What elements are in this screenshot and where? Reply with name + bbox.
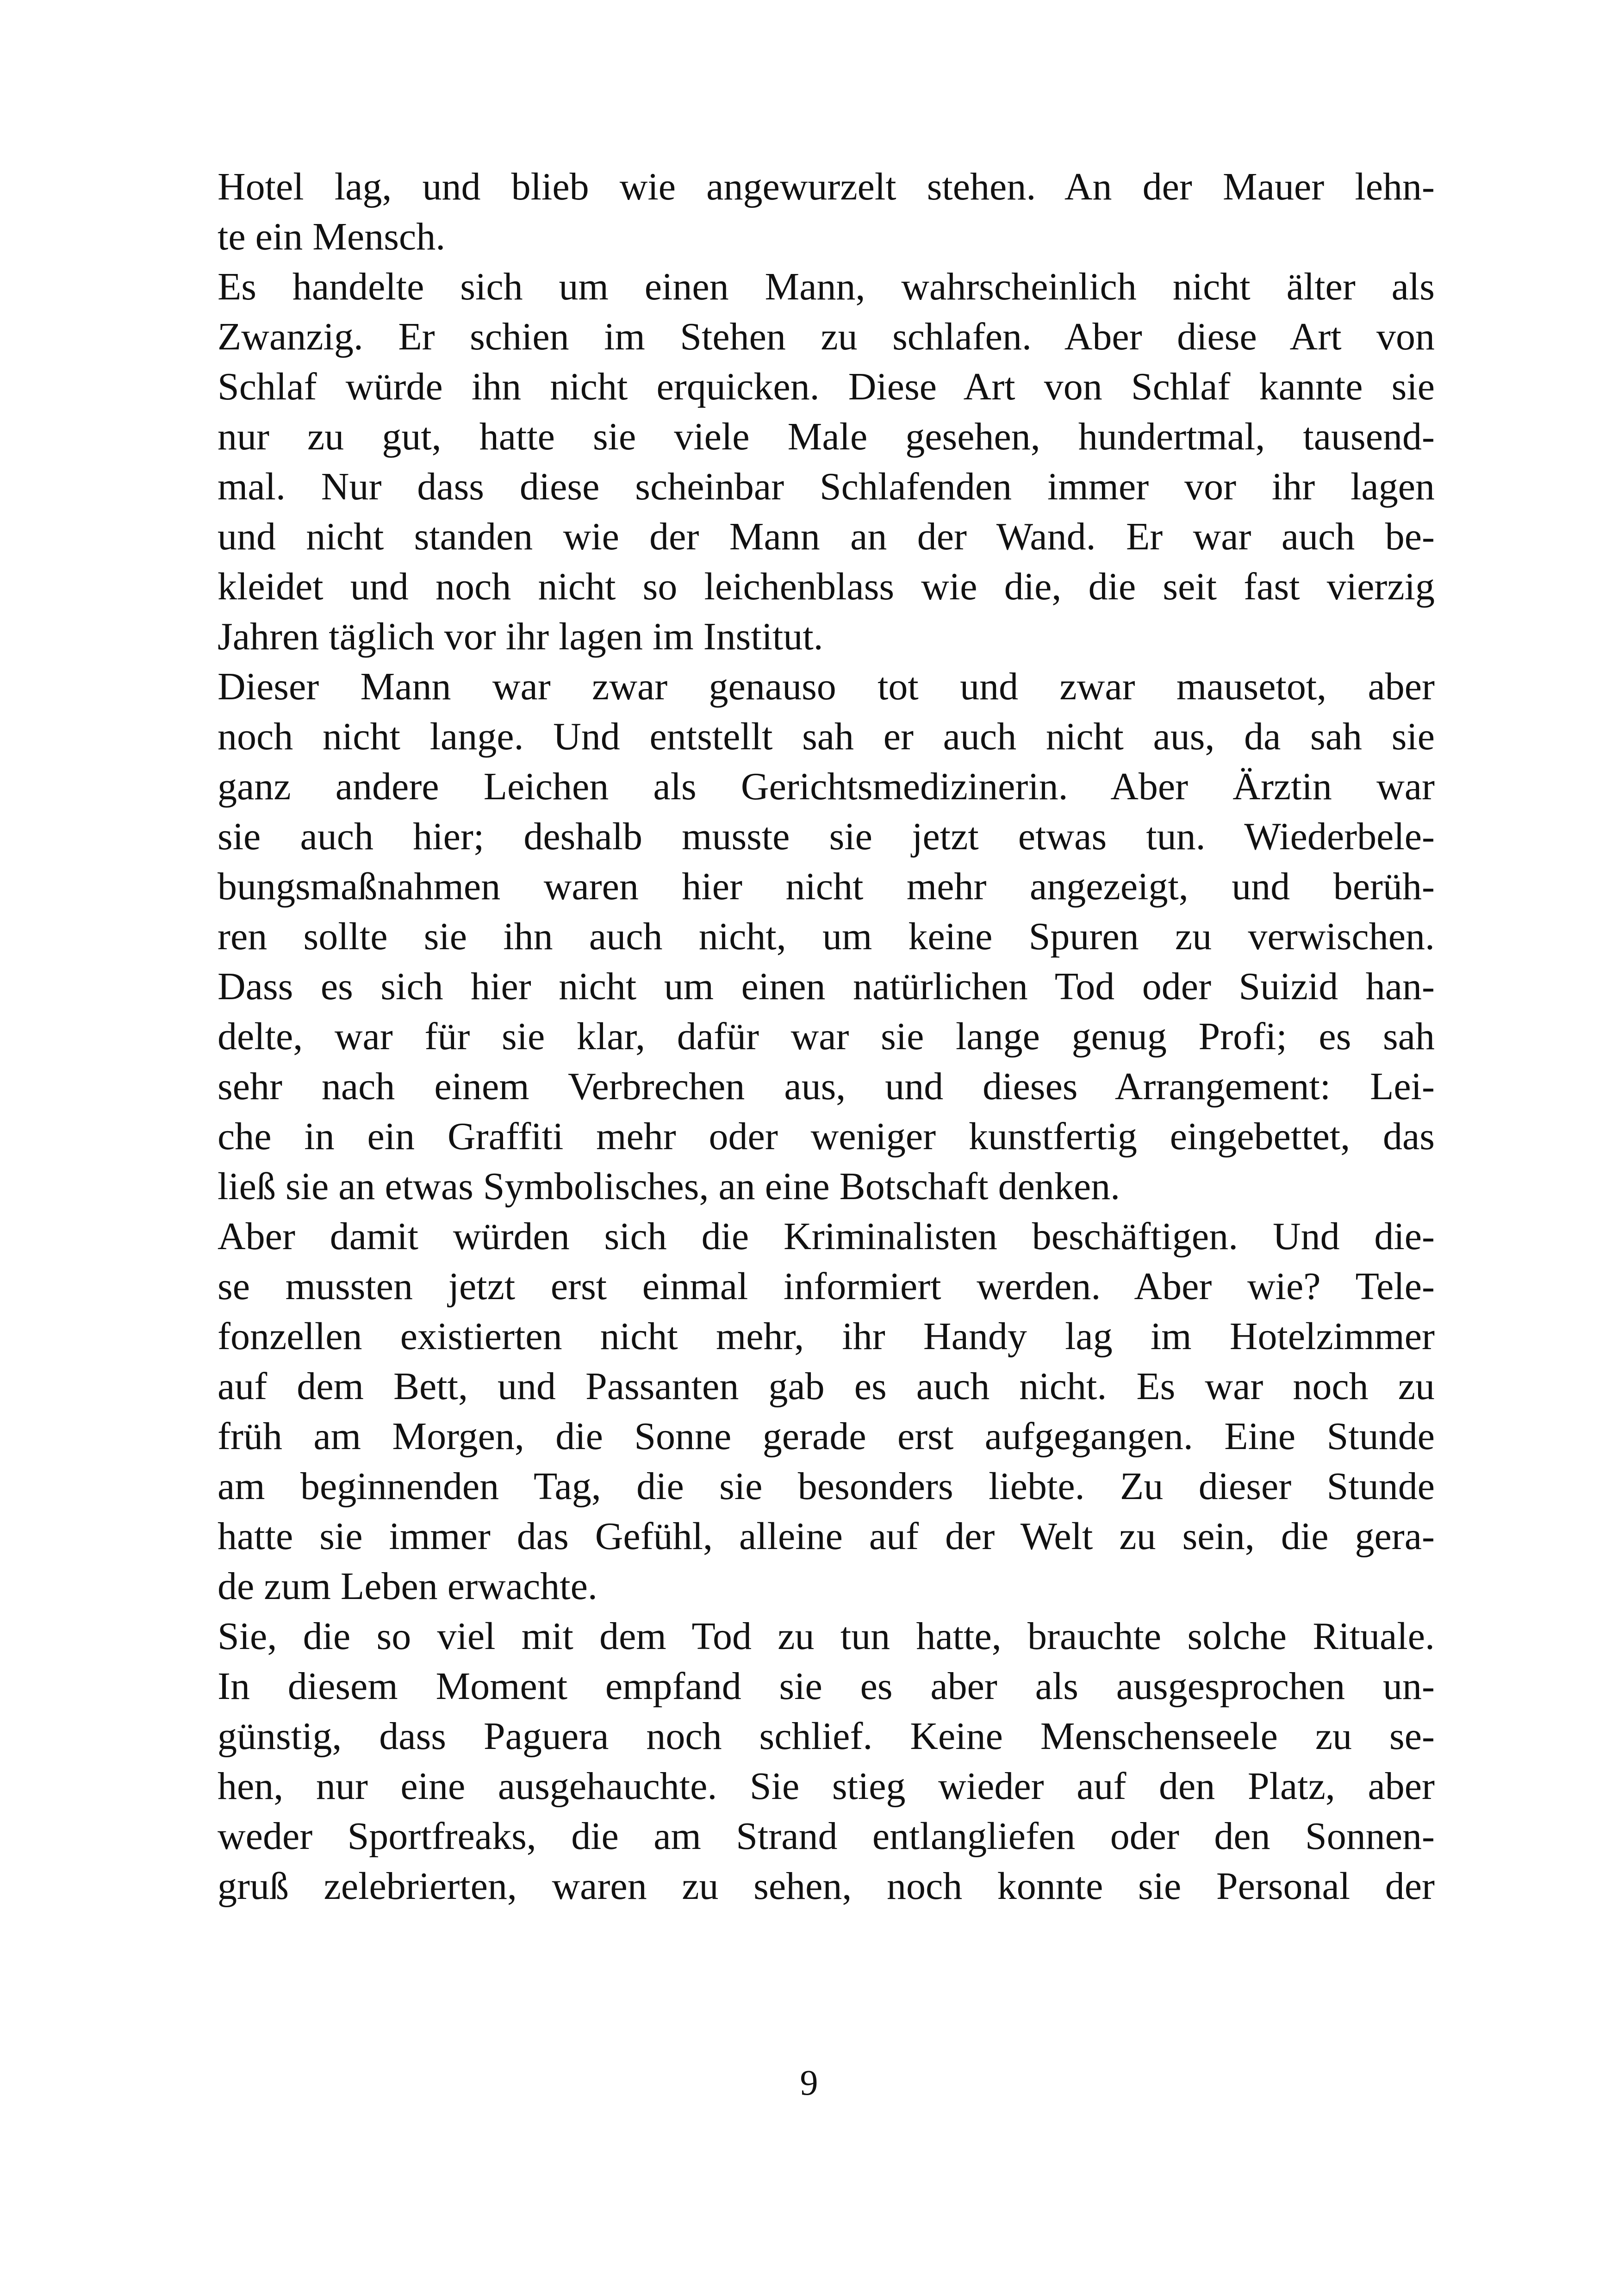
- paragraph-3: [218, 662, 1435, 1212]
- text-line: und nicht standen wie der Mann an der Wand. Er war auch be-: [218, 515, 1435, 558]
- text-line: hatte sie immer das Gefühl, alleine auf der Welt zu sein, die gera-: [218, 1515, 1435, 1558]
- body-text: [218, 162, 1435, 1911]
- text-line: Dass es sich hier nicht um einen natürlichen Tod oder Suizid han-: [218, 965, 1435, 1008]
- text-line: Sie, die so viel mit dem Tod zu tun hatte, brauchte solche Rituale.: [218, 1615, 1435, 1658]
- text-line: noch nicht lange. Und entstellt sah er auch nicht aus, da sah sie: [218, 715, 1435, 758]
- text-line: hen, nur eine ausgehauchte. Sie stieg wieder auf den Platz, aber: [218, 1765, 1435, 1808]
- text-line: weder Sportfreaks, die am Strand entlangliefen oder den Sonnen-: [218, 1815, 1435, 1858]
- text-line: Schlaf würde ihn nicht erquicken. Diese Art von Schlaf kannte sie: [218, 365, 1435, 408]
- paragraph-5: [218, 1612, 1435, 1911]
- paragraph-2: [218, 262, 1435, 662]
- text-line: Aber damit würden sich die Kriminalisten beschäftigen. Und die-: [218, 1215, 1435, 1258]
- text-line: In diesem Moment empfand sie es aber als ausgesprochen un-: [218, 1665, 1435, 1708]
- text-line: Es handelte sich um einen Mann, wahrscheinlich nicht älter als: [218, 265, 1435, 308]
- text-line: de zum Leben erwachte.: [218, 1565, 597, 1608]
- text-line: se mussten jetzt erst einmal informiert werden. Aber wie? Tele-: [218, 1265, 1435, 1308]
- text-line: ren sollte sie ihn auch nicht, um keine Spuren zu verwischen.: [218, 915, 1435, 958]
- text-line: bungsmaßnahmen waren hier nicht mehr angezeigt, und berüh-: [218, 865, 1435, 908]
- text-line: kleidet und noch nicht so leichenblass wie die, die seit fast vierzig: [218, 565, 1435, 608]
- text-line: günstig, dass Paguera noch schlief. Keine Menschenseele zu se-: [218, 1715, 1435, 1758]
- text-line: delte, war für sie klar, dafür war sie lange genug Profi; es sah: [218, 1015, 1435, 1058]
- text-line: Jahren täglich vor ihr lagen im Institut.: [218, 615, 823, 658]
- paragraph-4: [218, 1212, 1435, 1612]
- text-line: sehr nach einem Verbrechen aus, und dieses Arrangement: Lei-: [218, 1065, 1435, 1108]
- text-line: am beginnenden Tag, die sie besonders liebte. Zu dieser Stunde: [218, 1465, 1435, 1508]
- text-line: te ein Mensch.: [218, 215, 446, 258]
- text-line: auf dem Bett, und Passanten gab es auch nicht. Es war noch zu: [218, 1365, 1435, 1408]
- paragraph-1: [218, 162, 1435, 262]
- text-line: Zwanzig. Er schien im Stehen zu schlafen. Aber diese Art von: [218, 315, 1435, 358]
- text-line: ließ sie an etwas Symbolisches, an eine Botschaft denken.: [218, 1165, 1120, 1208]
- text-line: sie auch hier; deshalb musste sie jetzt etwas tun. Wiederbele-: [218, 815, 1435, 858]
- text-line: ganz andere Leichen als Gerichtsmedizinerin. Aber Ärztin war: [218, 765, 1435, 808]
- text-line: fonzellen existierten nicht mehr, ihr Handy lag im Hotelzimmer: [218, 1315, 1435, 1358]
- text-line: Dieser Mann war zwar genauso tot und zwar mausetot, aber: [218, 665, 1435, 708]
- text-line: che in ein Graffiti mehr oder weniger kunstfertig eingebettet, das: [218, 1115, 1435, 1158]
- text-line: früh am Morgen, die Sonne gerade erst aufgegangen. Eine Stunde: [218, 1415, 1435, 1458]
- text-line: nur zu gut, hatte sie viele Male gesehen, hundertmal, tausend-: [218, 415, 1435, 458]
- text-line: gruß zelebrierten, waren zu sehen, noch konnte sie Personal der: [218, 1865, 1435, 1908]
- text-line: Hotel lag, und blieb wie angewurzelt stehen. An der Mauer lehn-: [218, 165, 1435, 208]
- page-number: 9: [800, 2062, 818, 2103]
- text-line: mal. Nur dass diese scheinbar Schlafenden immer vor ihr lagen: [218, 465, 1435, 508]
